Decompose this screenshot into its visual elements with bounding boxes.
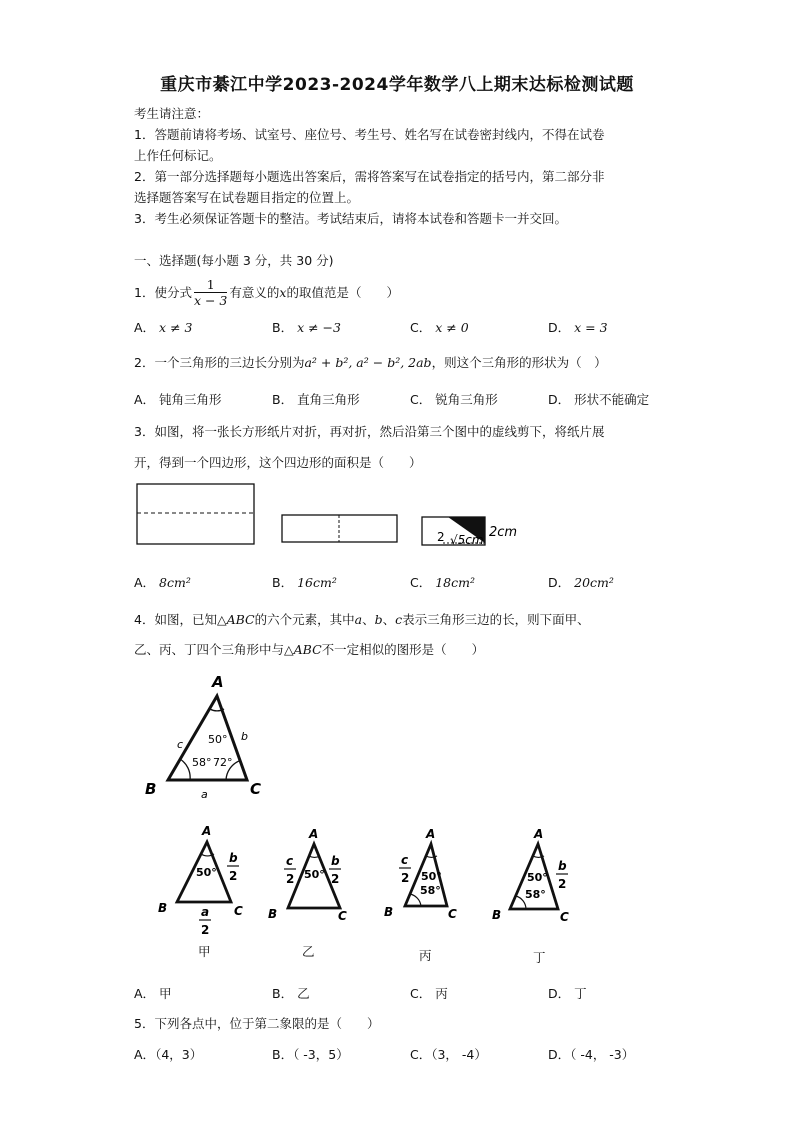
angle-arc — [426, 856, 437, 857]
notice-line-3: 2．第一部分选择题每小题选出答案后，需将答案写在试卷指定的括号内，第二部分非 — [134, 169, 605, 184]
option-label: C． — [410, 575, 432, 590]
side-num: b — [331, 854, 340, 868]
q4-b: b — [374, 612, 383, 627]
q4-option-b — [272, 984, 310, 1002]
q3-label-2: 2 — [437, 530, 445, 544]
angle-b-label: 58° — [192, 756, 212, 769]
q3-option-a — [134, 573, 191, 591]
option-value: 20cm² — [574, 575, 614, 590]
option-value: x = 3 — [574, 320, 608, 335]
q1-prefix: 1．使分式 — [134, 285, 192, 300]
side-den: 2 — [229, 869, 238, 883]
side-c-label: c — [177, 738, 184, 751]
q2-option-b — [272, 390, 360, 408]
option-label: B． — [272, 392, 294, 407]
side-num: b — [229, 851, 238, 865]
q3-option-d — [548, 573, 614, 591]
label-bing: 丙 — [419, 948, 432, 963]
notice-line-2: 上作任何标记。 — [134, 148, 222, 163]
q4-option-d — [548, 984, 587, 1002]
angle-a-label: 50° — [208, 733, 228, 746]
q1-frac-den: x − 3 — [193, 292, 228, 308]
option-label: A． — [134, 575, 156, 590]
q2-option-a — [134, 390, 222, 408]
vertex-a: A — [426, 827, 436, 841]
option-value: x ≠ −3 — [297, 320, 341, 335]
q3-option-c — [410, 573, 475, 591]
q1-option-d — [548, 318, 608, 336]
q1-var: x — [279, 284, 287, 300]
q1-mid: 有意义的 — [229, 285, 280, 300]
option-value: x ≠ 0 — [435, 320, 469, 335]
q4-triangle-ding — [490, 820, 590, 930]
notice-line-1: 1．答题前请将考场、试室号、座位号、考生号、姓名写在试卷密封线内，不得在试卷 — [134, 127, 605, 142]
side-den: 2 — [558, 877, 567, 891]
q4-triangle-yi — [265, 820, 365, 930]
angle-label: 58° — [525, 888, 546, 901]
option-label: B． — [272, 575, 294, 590]
option-value: （ -4， -3） — [570, 1047, 635, 1062]
q2-suffix: ，则这个三角形的形状为（ ） — [431, 355, 607, 370]
label-ding: 丁 — [533, 950, 546, 965]
option-label: A． — [134, 392, 156, 407]
page-title: 重庆市綦江中学2023-2024学年数学八上期末达标检测试题 — [160, 75, 634, 95]
q5-option-c — [410, 1045, 487, 1063]
vertex-b: B — [158, 901, 168, 915]
q4-text: 的六个元素，其中 — [254, 612, 355, 627]
question-3-line-2: 开，得到一个四边形，这个四边形的面积是（ ） — [134, 455, 422, 470]
option-label: B． — [272, 986, 294, 1001]
q1-option-a — [134, 318, 192, 336]
angle-label: 50° — [304, 868, 325, 881]
option-label: C． — [410, 986, 432, 1001]
q4-sep: 、 — [362, 612, 375, 627]
option-label: D． — [548, 986, 571, 1001]
q4-option-a — [134, 984, 172, 1002]
vertex-b: B — [145, 780, 157, 798]
q4-c: c — [395, 612, 403, 627]
question-1-stem — [134, 272, 399, 312]
q2-option-d — [548, 390, 649, 408]
option-label: B． — [272, 1047, 294, 1062]
side-den: 2 — [401, 871, 410, 885]
angle-label: 58° — [420, 884, 441, 897]
q2-math: a² + b², a² − b², 2ab — [304, 355, 432, 370]
option-label: D． — [548, 575, 571, 590]
q1-frac-num: 1 — [194, 277, 227, 293]
angle-arc — [533, 856, 544, 857]
label-jia: 甲 — [198, 944, 211, 959]
option-value: 丁 — [574, 986, 587, 1001]
vertex-a: A — [212, 673, 224, 691]
option-value: 乙 — [297, 986, 310, 1001]
q4-text: 乙、丙、丁四个三角形中与 — [134, 642, 285, 657]
q2-prefix: 2．一个三角形的三边长分别为 — [134, 355, 305, 370]
option-label: B． — [272, 320, 294, 335]
angle-b-arc — [180, 759, 190, 780]
option-value: 形状不能确定 — [574, 392, 650, 407]
q3-option-b — [272, 573, 337, 591]
q5-option-a — [134, 1045, 202, 1063]
option-value: 16cm² — [297, 575, 337, 590]
vertex-c: C — [234, 904, 243, 918]
option-value: 丙 — [435, 986, 448, 1001]
section-heading: 一、选择题(每小题 3 分，共 30 分) — [134, 253, 334, 268]
option-label: D． — [548, 1047, 571, 1062]
side-num: a — [201, 905, 210, 919]
option-label: A． — [134, 320, 156, 335]
question-3-line-1: 3．如图，将一张长方形纸片对折，再对折，然后沿第三个图中的虚线剪下，将纸片展 — [134, 424, 605, 439]
vertex-b: B — [492, 908, 502, 922]
side-num: c — [286, 854, 294, 868]
q4-tri: △ABC — [216, 612, 255, 627]
question-4-line-1 — [134, 610, 590, 628]
q1-option-c — [410, 318, 469, 336]
option-value: 甲 — [159, 986, 172, 1001]
q4-triangle-bing — [380, 820, 480, 930]
option-value: （3， -4） — [431, 1047, 487, 1062]
q4-text: 4．如图，已知 — [134, 612, 217, 627]
notice-line-5: 3．考生必须保证答题卡的整洁。考试结束后，请将本试卷和答题卡一并交回。 — [134, 211, 567, 226]
q5-option-b — [272, 1045, 349, 1063]
angle-label: 50° — [421, 870, 442, 883]
side-den: 2 — [331, 872, 340, 886]
q3-fig1-rect — [137, 484, 254, 544]
vertex-b: B — [268, 907, 278, 921]
q4-text: 不一定相似的图形是（ ） — [321, 642, 485, 657]
vertex-a: A — [202, 824, 212, 838]
side-num: b — [558, 859, 567, 873]
q1-fraction — [194, 277, 227, 308]
option-value: 18cm² — [435, 575, 475, 590]
angle-arc — [309, 856, 320, 857]
vertex-c: C — [338, 909, 347, 923]
q4-a: a — [354, 612, 363, 627]
option-label: D． — [548, 392, 571, 407]
vertex-c: C — [250, 780, 262, 798]
label-yi: 乙 — [302, 944, 315, 959]
side-den: 2 — [286, 872, 295, 886]
notice-heading: 考生请注意： — [134, 106, 210, 121]
side-a-label: a — [201, 788, 208, 801]
vertex-a: A — [534, 827, 544, 841]
q4-option-c — [410, 984, 448, 1002]
notice-line-4: 选择题答案写在试卷题目指定的位置上。 — [134, 190, 360, 205]
q5-option-d — [548, 1045, 634, 1063]
q4-tri: △ABC — [284, 642, 322, 657]
q3-figures — [130, 478, 530, 553]
option-value: 8cm² — [159, 575, 191, 590]
option-value: 直角三角形 — [297, 392, 360, 407]
question-5-stem: 5．下列各点中，位于第二象限的是（ ） — [134, 1016, 380, 1031]
option-value: （ -3，5） — [293, 1047, 349, 1062]
question-2-stem — [134, 353, 607, 371]
option-value: 锐角三角形 — [435, 392, 498, 407]
angle-label: 50° — [196, 866, 217, 879]
q2-option-c — [410, 390, 498, 408]
vertex-b: B — [384, 905, 394, 919]
q1-option-b — [272, 318, 341, 336]
side-num: c — [401, 853, 409, 867]
q4-text: 表示三角形三边的长，则下面甲、 — [402, 612, 590, 627]
option-value: （4，3） — [155, 1047, 203, 1062]
angle-label: 50° — [527, 871, 548, 884]
option-label: A． — [134, 1047, 156, 1062]
question-4-line-2 — [134, 640, 484, 658]
option-value: 钝角三角形 — [159, 392, 222, 407]
side-b-label: b — [241, 730, 248, 743]
vertex-a: A — [309, 827, 319, 841]
q4-sep: 、 — [382, 612, 396, 627]
option-label: C． — [410, 392, 432, 407]
option-label: D． — [548, 320, 571, 335]
option-label: A． — [134, 986, 156, 1001]
q1-suffix: 的取值范是（ ） — [286, 285, 399, 300]
vertex-c: C — [448, 907, 457, 921]
option-label: C． — [410, 320, 432, 335]
vertex-c: C — [560, 910, 569, 924]
side-den: 2 — [201, 923, 210, 937]
q4-main-triangle — [140, 668, 280, 803]
option-label: C． — [410, 1047, 432, 1062]
q4-triangle-jia — [155, 820, 255, 940]
q3-label-sqrt: √5cm — [450, 533, 484, 547]
q3-label-2cm: 2cm — [489, 525, 518, 540]
angle-c-label: 72° — [213, 756, 233, 769]
option-value: x ≠ 3 — [159, 320, 193, 335]
